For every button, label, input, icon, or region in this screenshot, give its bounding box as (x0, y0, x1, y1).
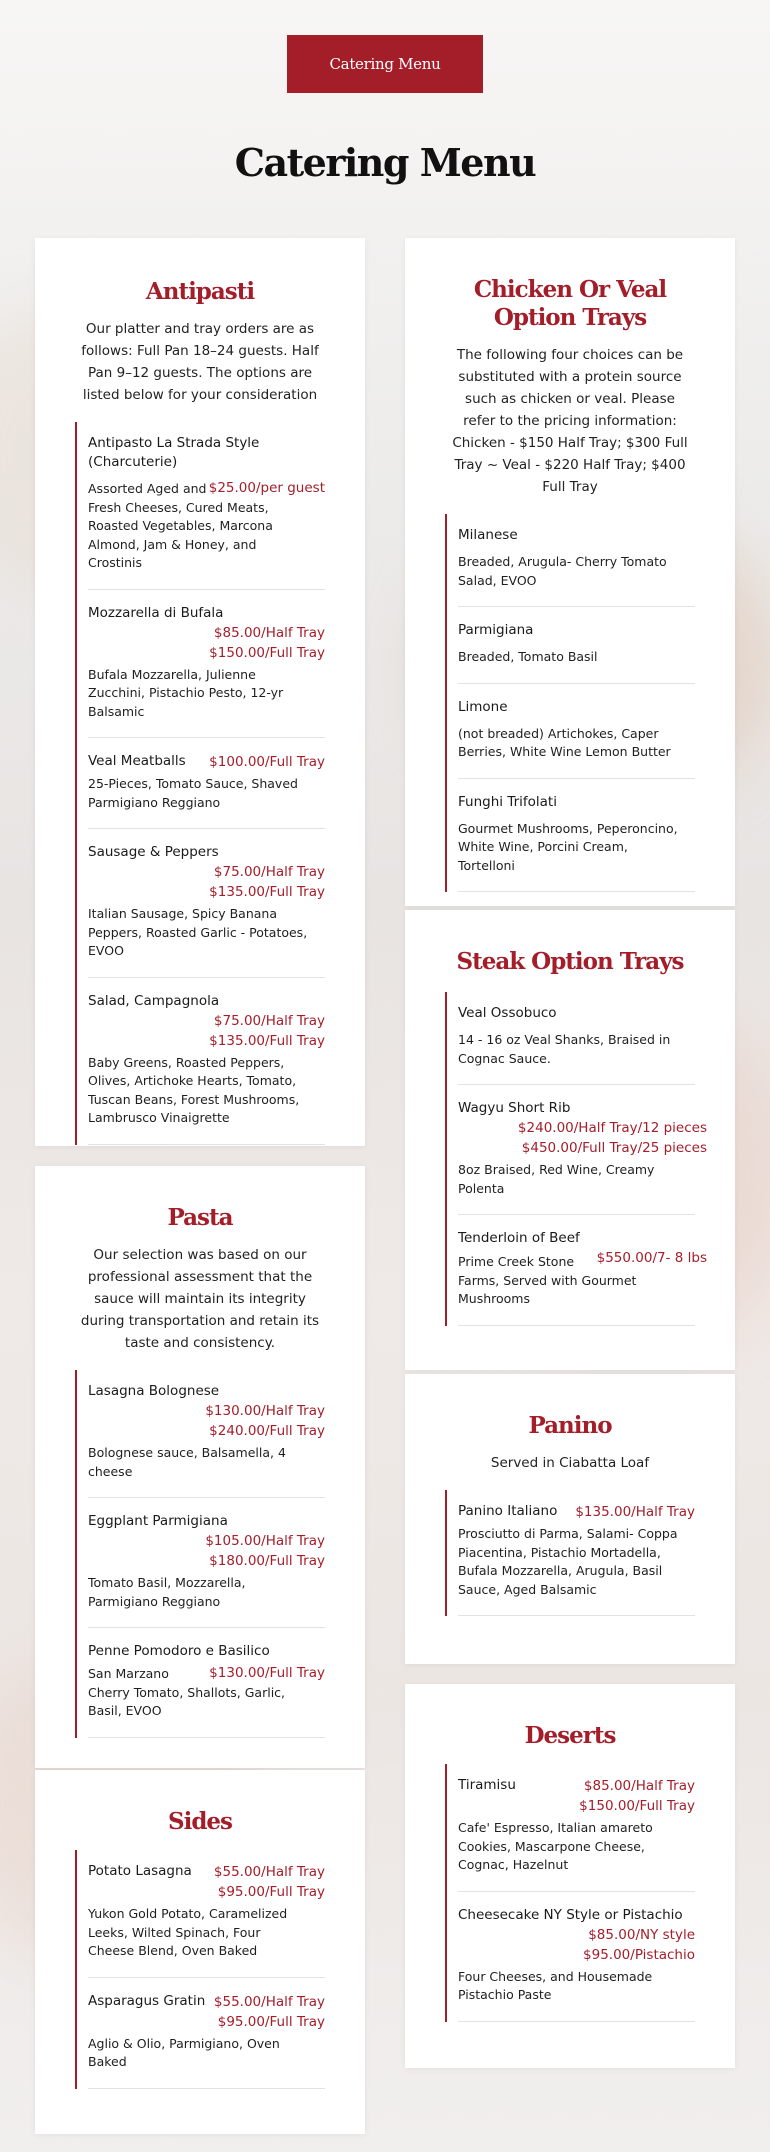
menu-item (458, 1764, 695, 1892)
item-price: $95.00/Pistachio (583, 1946, 695, 1963)
menu-item (458, 607, 695, 684)
item-prices (214, 1862, 325, 1902)
item-price: $25.00/per guest (208, 480, 325, 496)
item-description: Prime Creek Stone Farms, Served with Gourmet Mushrooms (458, 1254, 637, 1306)
item-description: Bolognese sauce, Balsamella, 4 cheese (88, 1445, 286, 1479)
item-prices (209, 752, 325, 772)
menu-item (458, 1085, 707, 1215)
menu-item (88, 738, 325, 829)
item-price: $100.00/Full Tray (209, 754, 325, 770)
sides-items (75, 1850, 325, 2089)
item-prices (583, 1925, 695, 1965)
item-name: Asparagus Gratin (88, 1992, 206, 2009)
menu-item (88, 422, 325, 590)
item-price: $85.00/Half Tray (583, 1778, 695, 1794)
item-prices (205, 1401, 325, 1441)
item-prices (597, 1248, 707, 1268)
panino-card (405, 1374, 735, 1664)
item-price: $85.00/NY style (588, 1926, 695, 1943)
item-price: $130.00/Half Tray (205, 1403, 325, 1419)
item-prices (209, 1663, 325, 1683)
item-description: Aglio & Olio, Parmigiano, Oven Baked (88, 2035, 280, 2069)
item-description: Four Cheeses, and Housemade Pistachio Paste (458, 1968, 653, 2002)
item-name: Tenderloin of Beef (458, 1230, 580, 1246)
item-name: Eggplant Parmigiana (88, 1513, 228, 1529)
item-price: $75.00/Half Tray (213, 864, 325, 880)
item-name: Lasagna Bolognese (88, 1383, 220, 1399)
pasta-card (35, 1166, 365, 1768)
item-name: Limone (458, 698, 508, 715)
item-price: $75.00/Half Tray (213, 1012, 325, 1029)
item-price: $550.00/7- 8 lbs (596, 1250, 707, 1266)
deserts-card (405, 1684, 735, 2068)
panino-title: Panino (528, 1412, 612, 1439)
menu-item (458, 1215, 707, 1326)
menu-item (458, 1892, 695, 2022)
item-description: Italian Sausage, Spicy Banana Peppers, Roasted Garlic - Potatoes, EVOO (88, 906, 308, 958)
item-prices (458, 1118, 707, 1158)
panino-items (445, 1490, 695, 1616)
item-description: 25-Pieces, Tomato Sauce, Shaved Parmigiano Reggiano (88, 776, 298, 810)
item-price: $150.00/Full Tray (209, 644, 325, 661)
item-name: Penne Pomodoro e Basilico (88, 1643, 270, 1659)
item-price: $55.00/Half Tray (213, 1993, 325, 2010)
sides-card (35, 1770, 365, 2134)
item-prices (575, 1502, 695, 1522)
menu-item (458, 779, 695, 893)
item-price: $135.00/Full Tray (209, 884, 325, 900)
item-prices (209, 1011, 325, 1051)
pasta-title: Pasta (167, 1204, 233, 1231)
antipasti-title: Antipasti (145, 278, 255, 305)
menu-item (88, 590, 325, 739)
item-prices (205, 1531, 325, 1571)
item-name: Parmigiana (458, 622, 534, 638)
item-description: (not breaded) Artichokes, Caper Berries, White Wine Lemon Butter (458, 725, 671, 759)
item-description: Breaded, Tomato Basil (458, 649, 598, 664)
item-name: Wagyu Short Rib (458, 1100, 571, 1116)
item-price: $240.00/Full Tray (209, 1423, 325, 1439)
item-name: Potato Lasagna (88, 1863, 192, 1879)
item-price: $150.00/Full Tray (579, 1798, 695, 1814)
item-name: Milanese (458, 527, 518, 543)
item-price: $95.00/Full Tray (217, 1884, 325, 1900)
item-price: $85.00/Half Tray (213, 624, 325, 641)
item-prices (209, 623, 325, 663)
item-name: Tiramisu (458, 1777, 516, 1793)
item-prices (209, 862, 325, 902)
menu-item (458, 514, 695, 607)
item-description: 14 - 16 oz Veal Shanks, Braised in Cognac Sauce. (458, 1032, 671, 1066)
item-prices (579, 1776, 695, 1816)
menu-item (88, 1978, 325, 2089)
item-price: $55.00/Half Tray (213, 1864, 325, 1880)
item-description: Gourmet Mushrooms, Peperoncino, White Wine, Porcini Cream, Tortelloni (458, 820, 678, 873)
steak-title: Steak Option Trays (456, 948, 684, 975)
item-name: Cheesecake NY Style or Pistachio (458, 1906, 683, 1923)
item-description: Baby Greens, Roasted Peppers, Olives, Artichoke Hearts, Tomato, Tuscan Beans, Forest Mushrooms, Lambrusco Vinaigrette (88, 1054, 300, 1125)
item-price: $105.00/Half Tray (205, 1533, 325, 1549)
page-title: Catering Menu (234, 140, 536, 185)
deserts-items (445, 1764, 695, 2022)
antipasti-items (75, 422, 325, 1145)
item-name: Mozzarella di Bufala (88, 604, 224, 621)
menu-item (458, 684, 695, 779)
pasta-description: Our selection was based on our professional assessment that the sauce will maintain its integrity during transportation and retain its taste and consistency. (80, 1247, 320, 1351)
menu-item (88, 829, 325, 978)
panino-description: Served in Ciabatta Loaf (490, 1455, 650, 1471)
menu-item (88, 1850, 325, 1978)
item-description: Bufala Mozzarella, Julienne Zucchini, Pistachio Pesto, 12-yr Balsamic (88, 666, 284, 719)
chicken-veal-title: Chicken Or Veal Option Trays (473, 276, 667, 331)
item-description: Prosciutto di Parma, Salami- Coppa Piacentina, Pistachio Mortadella, Bufala Mozzarella, Arugula, Basil Sauce, Aged Balsamic (458, 1526, 678, 1597)
item-description: Cafe' Espresso, Italian amareto Cookies, Mascarpone Cheese, Cognac, Hazelnut (458, 1820, 653, 1872)
chicken-veal-items (445, 514, 695, 892)
steak-items (445, 992, 707, 1326)
item-name: Veal Ossobuco (458, 1005, 557, 1021)
item-price: $180.00/Full Tray (209, 1553, 325, 1569)
menu-item (88, 1628, 325, 1738)
item-description: Tomato Basil, Mozzarella, Parmigiano Reggiano (88, 1575, 246, 1609)
menu-item (88, 978, 325, 1145)
menu-item (88, 1370, 325, 1498)
item-name: Panino Italiano (458, 1503, 558, 1519)
chicken-veal-card (405, 238, 735, 906)
item-description: 8oz Braised, Red Wine, Creamy Polenta (458, 1162, 655, 1196)
menu-item (458, 992, 695, 1085)
item-description: Breaded, Arugula- Cherry Tomato Salad, EVOO (458, 554, 667, 588)
sides-title: Sides (167, 1808, 232, 1835)
item-prices (214, 1992, 325, 2032)
item-name: Funghi Trifolati (458, 793, 557, 810)
menu-item (88, 1498, 325, 1628)
menu-item (458, 1490, 695, 1616)
catering-menu-button[interactable]: Catering Menu (287, 35, 483, 93)
item-prices (209, 478, 325, 498)
item-name: Antipasto La Strada Style (Charcuterie) (88, 435, 260, 470)
item-description: Assorted Aged and Fresh Cheeses, Cured Meats, Roasted Vegetables, Marcona Almond, Jam & Honey, and Crostinis (88, 481, 273, 570)
pasta-items (75, 1370, 325, 1738)
deserts-title: Deserts (524, 1722, 616, 1749)
item-price: $135.00/Half Tray (575, 1504, 695, 1520)
item-name: Veal Meatballs (88, 753, 186, 769)
antipasti-description: Our platter and tray orders are as follows: Full Pan 18–24 guests. Half Pan 9–12 guests. The options are listed below for your consideration (81, 321, 319, 403)
steak-card (405, 910, 735, 1370)
item-price: $135.00/Full Tray (209, 1032, 325, 1049)
item-description: Yukon Gold Potato, Caramelized Leeks, Wilted Spinach, Four Cheese Blend, Oven Baked (88, 1906, 288, 1958)
item-name: Salad, Campagnola (88, 992, 220, 1009)
chicken-veal-description: The following four choices can be substituted with a protein source such as chicken or veal. Please refer to the pricing information: Chicken - $150 Half Tray; $300 Full Tray ~ Veal - $220 Half Tray; $400 Full Tray (452, 347, 688, 495)
item-name: Sausage & Peppers (88, 844, 219, 860)
item-price: $95.00/Full Tray (217, 2013, 325, 2030)
item-price: $130.00/Full Tray (209, 1665, 325, 1681)
item-price: $450.00/Full Tray/25 pieces (521, 1140, 707, 1156)
antipasti-card (35, 238, 365, 1146)
item-price: $240.00/Half Tray/12 pieces (517, 1120, 707, 1136)
item-description: San Marzano Cherry Tomato, Shallots, Garlic, Basil, EVOO (88, 1666, 286, 1718)
